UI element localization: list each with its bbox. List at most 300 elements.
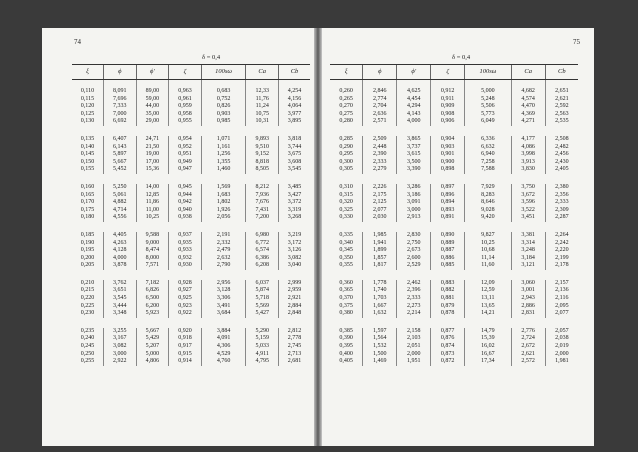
table-row	[330, 144, 578, 152]
table-cell: 10,75	[246, 111, 279, 119]
table-cell: 2,116	[545, 295, 578, 303]
table-row	[72, 80, 310, 96]
column-header: Ca	[511, 65, 545, 80]
table-cell: 3,001	[511, 287, 545, 295]
table-cell: 4,882	[103, 199, 136, 207]
table-cell: 0,952	[169, 144, 202, 152]
table-cell: 7,929	[465, 184, 512, 192]
table-cell: 0,370	[339, 295, 353, 302]
column-header: 100sω	[201, 65, 246, 80]
table-cell: 0,320	[339, 199, 353, 206]
table-cell: 2,456	[545, 151, 578, 159]
group-separator	[330, 318, 578, 328]
table-cell: 0,897	[431, 184, 465, 192]
table-cell: 0,215	[80, 287, 95, 294]
table-row	[72, 255, 310, 263]
table-cell: 0,942	[169, 199, 202, 207]
table-cell: 3,675	[279, 151, 310, 159]
table-cell: 2,681	[279, 358, 310, 366]
table-cell: 5,874	[246, 287, 279, 295]
table-cell: 4,306	[201, 343, 246, 351]
table-cell: 0,885	[431, 262, 465, 270]
table-cell: 3,744	[279, 144, 310, 152]
table-cell: 4,064	[279, 103, 310, 111]
table-cell: 0,826	[201, 103, 246, 111]
table-cell: 3,121	[511, 262, 545, 270]
table-cell: 2,333	[397, 295, 431, 303]
table-cell: 0,195	[80, 247, 95, 254]
table-cell: 3,319	[279, 207, 310, 215]
table-cell: 13,11	[465, 295, 512, 303]
table-cell: 0,945	[169, 184, 202, 192]
table-cell: 2,430	[545, 159, 578, 167]
table-cell: 9,588	[136, 232, 169, 240]
table-cell: 2,077	[363, 207, 397, 215]
column-header: 100sω	[465, 65, 512, 80]
data-table	[72, 64, 310, 366]
table-cell: 3,186	[397, 192, 431, 200]
table-cell: 2,405	[545, 166, 578, 174]
table-cell: 3,762	[103, 280, 136, 288]
delta-label: δ = 0,4	[452, 54, 471, 61]
table-cell: 0,955	[169, 118, 202, 126]
table-cell: 5,033	[246, 343, 279, 351]
book-spine	[314, 28, 322, 446]
table-cell: 2,921	[279, 295, 310, 303]
table-cell: 2,704	[363, 103, 397, 111]
table-cell: 3,372	[279, 199, 310, 207]
table-cell: 0,265	[339, 95, 353, 102]
table-cell: 0,280	[339, 118, 353, 125]
column-header: ζ	[169, 65, 202, 80]
table-cell: 1,740	[363, 287, 397, 295]
table-cell: 2,332	[201, 240, 246, 248]
table-cell: 1,469	[363, 358, 397, 366]
table-cell: 0,935	[169, 240, 202, 248]
table-row	[72, 240, 310, 248]
table-cell: 3,184	[511, 255, 545, 263]
table-cell: 0,890	[431, 232, 465, 240]
table-cell: 12,59	[465, 287, 512, 295]
table-cell: 7,431	[246, 207, 279, 215]
table-cell: 5,897	[103, 151, 136, 159]
table-cell: 0,874	[431, 343, 465, 351]
table-cell: 0,949	[169, 159, 202, 167]
table-cell: 0,360	[339, 279, 353, 286]
table-cell: 0,908	[431, 111, 465, 119]
table-row	[330, 232, 578, 240]
table-row	[72, 247, 310, 255]
table-cell: 1,597	[363, 328, 397, 336]
table-cell: 3,737	[397, 144, 431, 152]
table-row	[330, 295, 578, 303]
table-cell: 0,938	[169, 214, 202, 222]
table-row	[72, 358, 310, 366]
table-cell: 2,672	[511, 343, 545, 351]
group-separator	[72, 174, 310, 184]
table-cell: 7,333	[103, 103, 136, 111]
column-header: Cb	[545, 65, 578, 80]
table-cell: 0,940	[169, 207, 202, 215]
table-cell: 7,588	[465, 166, 512, 174]
table-cell: 2,000	[545, 351, 578, 359]
table-cell: 3,672	[511, 192, 545, 200]
table-cell: 2,287	[545, 214, 578, 222]
table-cell: 2,592	[545, 103, 578, 111]
table-cell: 2,136	[545, 287, 578, 295]
table-cell: 2,038	[545, 335, 578, 343]
table-cell: 0,930	[169, 262, 202, 270]
table-cell: 4,000	[397, 118, 431, 126]
table-cell: 21,50	[136, 144, 169, 152]
table-cell: 1,703	[363, 295, 397, 303]
table-cell: 8,212	[246, 184, 279, 192]
table-cell: 2,191	[201, 232, 246, 240]
table-cell: 4,529	[201, 351, 246, 359]
table-cell: 0,683	[201, 80, 246, 96]
table-cell: 3,500	[397, 159, 431, 167]
table-cell: 1,683	[201, 192, 246, 200]
table-cell: 0,270	[339, 103, 353, 110]
table-cell: 2,535	[545, 118, 578, 126]
table-cell: 7,200	[246, 214, 279, 222]
table-row	[330, 303, 578, 311]
table-cell: 0,120	[80, 103, 95, 110]
table-cell: 89,00	[136, 80, 169, 96]
table-cell: 0,175	[80, 206, 95, 213]
table-cell: 3,451	[511, 214, 545, 222]
table-cell: 2,019	[545, 343, 578, 351]
table-cell: 0,285	[339, 135, 353, 142]
table-cell: 9,000	[136, 240, 169, 248]
table-cell: 12,09	[465, 280, 512, 288]
table-cell: 11,14	[465, 255, 512, 263]
column-header: ϕ'	[136, 65, 169, 80]
table-cell: 8,818	[246, 159, 279, 167]
table-cell: 3,750	[511, 184, 545, 192]
table-cell: 2,264	[545, 232, 578, 240]
table-cell: 3,348	[103, 310, 136, 318]
table-cell: 5,061	[103, 192, 136, 200]
table-cell: 10,25	[136, 214, 169, 222]
table-cell: 0,951	[169, 151, 202, 159]
table-cell: 0,958	[169, 111, 202, 119]
table-cell: 0,918	[169, 335, 202, 343]
table-cell: 1,256	[201, 151, 246, 159]
table-cell: 16,67	[465, 351, 512, 359]
table-cell: 0,878	[431, 310, 465, 318]
data-table	[330, 64, 578, 366]
table-cell: 3,219	[279, 232, 310, 240]
table-row	[330, 159, 578, 167]
table-cell: 0,380	[339, 310, 353, 317]
table-cell: 9,028	[465, 207, 512, 215]
table-cell: 0,912	[431, 80, 465, 96]
table-cell: 2,175	[363, 192, 397, 200]
table-cell: 4,625	[397, 80, 431, 96]
table-cell: 5,667	[103, 159, 136, 167]
table-cell: 2,848	[279, 310, 310, 318]
table-cell: 3,485	[279, 184, 310, 192]
table-cell: 2,056	[201, 214, 246, 222]
table-cell: 10,25	[465, 240, 512, 248]
table-row	[72, 136, 310, 144]
page-number: 74	[74, 38, 81, 46]
table-cell: 2,057	[545, 328, 578, 336]
table-cell: 3,913	[511, 159, 545, 167]
table-row	[72, 351, 310, 359]
group-separator	[330, 222, 578, 232]
table-cell: 4,091	[201, 335, 246, 343]
table-cell: 14,79	[465, 328, 512, 336]
table-cell: 19,00	[136, 151, 169, 159]
table-cell: 0,245	[80, 343, 95, 350]
table-cell: 0,405	[339, 358, 353, 365]
table-cell: 0,887	[431, 247, 465, 255]
table-cell: 2,959	[279, 287, 310, 295]
table-cell: 0,200	[80, 254, 95, 261]
table-cell: 0,891	[431, 214, 465, 222]
table-cell: 9,893	[246, 136, 279, 144]
table-row	[330, 280, 578, 288]
table-row	[72, 328, 310, 336]
table-cell: 0,932	[169, 255, 202, 263]
table-cell: 0,917	[169, 343, 202, 351]
table-cell: 11,76	[246, 96, 279, 104]
table-cell: 11,24	[246, 103, 279, 111]
table-cell: 0,170	[80, 199, 95, 206]
table-cell: 4,470	[511, 103, 545, 111]
table-cell: 3,286	[397, 184, 431, 192]
table-cell: 3,248	[511, 247, 545, 255]
table-cell: 0,901	[431, 151, 465, 159]
table-cell: 2,242	[545, 240, 578, 248]
table-cell: 4,714	[103, 207, 136, 215]
table-cell: 1,802	[201, 199, 246, 207]
table-cell: 2,812	[279, 328, 310, 336]
table-row	[72, 207, 310, 215]
table-cell: 0,290	[339, 143, 353, 150]
table-cell: 3,830	[511, 166, 545, 174]
table-cell: 0,944	[169, 192, 202, 200]
table-cell: 0,230	[80, 310, 95, 317]
table-cell: 5,506	[465, 103, 512, 111]
table-cell: 0,877	[431, 328, 465, 336]
table-cell: 4,795	[246, 358, 279, 366]
table-cell: 0,190	[80, 239, 95, 246]
table-cell: 0,250	[80, 350, 95, 357]
table-cell: 9,152	[246, 151, 279, 159]
table-cell: 0,205	[80, 262, 95, 269]
table-cell: 2,309	[545, 207, 578, 215]
table-cell: 5,248	[465, 96, 512, 104]
table-cell: 0,130	[80, 118, 95, 125]
table-cell: 2,103	[397, 335, 431, 343]
table-cell: 14,00	[136, 184, 169, 192]
table-cell: 2,790	[201, 262, 246, 270]
table-cell: 12,85	[136, 192, 169, 200]
table-cell: 4,156	[279, 96, 310, 104]
table-cell: 2,778	[279, 335, 310, 343]
table-cell: 6,500	[136, 295, 169, 303]
table-cell: 0,903	[431, 144, 465, 152]
table-row	[330, 151, 578, 159]
table-row	[72, 159, 310, 167]
table-cell: 6,772	[246, 240, 279, 248]
table-row	[330, 358, 578, 366]
table-cell: 5,207	[136, 343, 169, 351]
table-cell: 35,00	[136, 111, 169, 119]
table-row	[330, 199, 578, 207]
table-cell: 0,881	[431, 295, 465, 303]
table-cell: 7,000	[103, 111, 136, 119]
table-cell: 3,128	[201, 287, 246, 295]
table-cell: 3,427	[279, 192, 310, 200]
table-cell: 1,632	[363, 310, 397, 318]
table-cell: 8,474	[136, 247, 169, 255]
table-cell: 1,817	[363, 262, 397, 270]
table-cell: 0,340	[339, 239, 353, 246]
table-cell: 7,676	[246, 199, 279, 207]
table-cell: 1,778	[363, 280, 397, 288]
table-row	[330, 262, 578, 270]
table-cell: 2,509	[363, 136, 397, 144]
table-cell: 8,091	[103, 80, 136, 96]
table-cell: 0,390	[339, 335, 353, 342]
table-cell: 2,380	[545, 184, 578, 192]
page-number: 75	[573, 38, 580, 46]
table-cell: 0,135	[80, 135, 95, 142]
table-cell: 6,143	[103, 144, 136, 152]
table-cell: 5,000	[465, 80, 512, 96]
header-row	[72, 65, 310, 80]
table-cell: 2,830	[397, 232, 431, 240]
table-cell: 3,865	[397, 136, 431, 144]
table-row	[72, 192, 310, 200]
table-cell: 6,208	[246, 262, 279, 270]
table-cell: 1,355	[201, 159, 246, 167]
table-row	[72, 262, 310, 270]
table-cell: 2,776	[511, 328, 545, 336]
table-cell: 3,444	[103, 303, 136, 311]
table-cell: 4,911	[246, 351, 279, 359]
table-cell: 2,220	[545, 247, 578, 255]
table-cell: 0,350	[339, 254, 353, 261]
table-body	[330, 80, 578, 366]
table-cell: 3,000	[397, 207, 431, 215]
table-cell: 2,999	[279, 280, 310, 288]
table-cell: 2,508	[545, 136, 578, 144]
table-cell: 3,060	[511, 280, 545, 288]
table-cell: 0,927	[169, 287, 202, 295]
table-cell: 0,325	[339, 206, 353, 213]
table-cell: 5,427	[246, 310, 279, 318]
table-cell: 0,365	[339, 287, 353, 294]
table-cell: 3,381	[511, 232, 545, 240]
table-cell: 1,071	[201, 136, 246, 144]
table-row	[330, 328, 578, 336]
table-cell: 4,294	[397, 103, 431, 111]
table-cell: 0,925	[169, 295, 202, 303]
table-cell: 3,167	[103, 335, 136, 343]
table-cell: 3,818	[279, 136, 310, 144]
table-cell: 4,086	[511, 144, 545, 152]
table-cell: 3,000	[103, 351, 136, 359]
table-cell: 0,125	[80, 110, 95, 117]
right-page	[322, 28, 594, 446]
table-cell: 13,65	[465, 303, 512, 311]
table-cell: 4,143	[397, 111, 431, 119]
table-cell: 0,335	[339, 231, 353, 238]
table-cell: 3,091	[397, 199, 431, 207]
table-cell: 11,00	[136, 207, 169, 215]
table-row	[330, 310, 578, 318]
table-row	[330, 287, 578, 295]
table-cell: 1,941	[363, 240, 397, 248]
table-cell: 1,667	[363, 303, 397, 311]
column-header: ξ	[72, 65, 103, 80]
table-cell: 2,621	[511, 351, 545, 359]
table-cell: 7,571	[136, 262, 169, 270]
table-cell: 3,268	[279, 214, 310, 222]
left-page	[42, 28, 314, 446]
table-cell: 3,884	[201, 328, 246, 336]
column-header: ζ	[431, 65, 465, 80]
table-cell: 2,333	[545, 199, 578, 207]
table-cell: 3,306	[201, 295, 246, 303]
table-cell: 7,258	[465, 159, 512, 167]
table-cell: 0,752	[201, 96, 246, 104]
table-cell: 2,563	[545, 111, 578, 119]
table-cell: 2,529	[397, 262, 431, 270]
table-cell: 3,522	[511, 207, 545, 215]
table-cell: 1,564	[363, 335, 397, 343]
table-cell: 1,981	[545, 358, 578, 366]
table-cell: 5,718	[246, 295, 279, 303]
column-header: ϕ'	[397, 65, 431, 80]
table-cell: 4,128	[103, 247, 136, 255]
table-cell: 0,150	[80, 158, 95, 165]
table-cell: 3,491	[201, 303, 246, 311]
table-cell: 2,750	[397, 240, 431, 248]
table-cell: 2,846	[363, 80, 397, 96]
table-cell: 1,161	[201, 144, 246, 152]
table-cell: 6,826	[136, 287, 169, 295]
table-cell: 5,452	[103, 166, 136, 174]
table-cell: 2,572	[511, 358, 545, 366]
table-cell: 0,140	[80, 143, 95, 150]
table-cell: 6,386	[246, 255, 279, 263]
table-cell: 0,295	[339, 151, 353, 158]
table-cell: 0,900	[431, 159, 465, 167]
table-cell: 0,110	[80, 88, 95, 94]
table-cell: 0,959	[169, 103, 202, 111]
table-cell: 14,21	[465, 310, 512, 318]
table-cell: 0,886	[431, 255, 465, 263]
table-cell: 4,271	[511, 118, 545, 126]
table-cell: 8,283	[465, 192, 512, 200]
table-cell: 1,951	[397, 358, 431, 366]
table-cell: 15,36	[136, 166, 169, 174]
table-cell: 2,448	[363, 144, 397, 152]
table-cell: 0,240	[80, 335, 95, 342]
table-row	[72, 166, 310, 174]
table-cell: 4,806	[136, 358, 169, 366]
table-cell: 3,040	[279, 262, 310, 270]
table-cell: 10,68	[465, 247, 512, 255]
table-cell: 2,199	[545, 255, 578, 263]
table-cell: 8,505	[246, 166, 279, 174]
